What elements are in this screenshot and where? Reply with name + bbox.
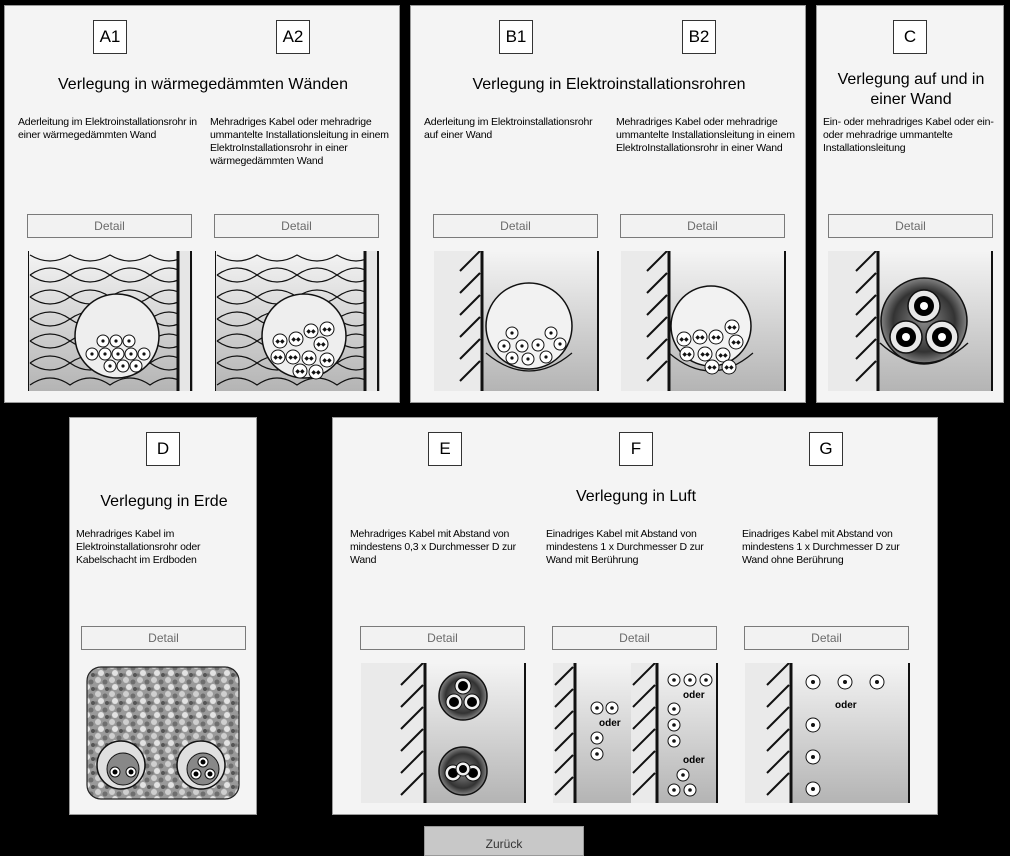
detail-button-g[interactable]: Detail bbox=[744, 626, 909, 650]
detail-button-b2[interactable]: Detail bbox=[620, 214, 785, 238]
svg-text:◆◆: ◆◆ bbox=[311, 369, 321, 376]
method-code-d: D bbox=[146, 432, 180, 466]
svg-text:◆◆: ◆◆ bbox=[718, 352, 728, 359]
panel-c bbox=[816, 5, 1004, 403]
oder-label: oder bbox=[599, 718, 621, 729]
svg-text:◆◆: ◆◆ bbox=[322, 326, 332, 333]
svg-text:◆◆: ◆◆ bbox=[700, 351, 710, 358]
method-desc-b2: Mehradriges Kabel oder mehradrige ummantelte Installationsleitung in einem ElektroInstallationsrohr in einer Wand bbox=[616, 116, 795, 154]
panel-efg bbox=[332, 417, 938, 815]
oder-label: oder bbox=[835, 700, 857, 711]
panel-a bbox=[4, 5, 400, 403]
method-desc-g: Einadriges Kabel mit Abstand von mindestens 1 x Durchmesser D zur Wand ohne Berührung bbox=[742, 528, 900, 566]
panel-title: Verlegung in wärmegedämmten Wänden bbox=[58, 76, 348, 93]
method-code-b1: B1 bbox=[499, 20, 533, 54]
detail-button-a2[interactable]: Detail bbox=[214, 214, 379, 238]
detail-button-b1[interactable]: Detail bbox=[433, 214, 598, 238]
oder-label: oder bbox=[683, 755, 705, 766]
installation-image-a1 bbox=[28, 251, 193, 391]
installation-image-d bbox=[81, 663, 246, 803]
installation-image-a2 bbox=[215, 251, 380, 391]
installation-image-b1 bbox=[434, 251, 599, 391]
svg-text:◆◆: ◆◆ bbox=[322, 357, 332, 364]
installation-image-e bbox=[361, 663, 526, 803]
method-code-b2: B2 bbox=[682, 20, 716, 54]
method-desc-b1: Aderleitung im Elektroinstallationsrohr auf einer Wand bbox=[424, 116, 593, 141]
back-button[interactable]: Zurück bbox=[424, 826, 584, 856]
svg-text:◆◆: ◆◆ bbox=[306, 328, 316, 335]
svg-text:◆◆: ◆◆ bbox=[304, 355, 314, 362]
installation-image-g bbox=[745, 663, 910, 803]
detail-button-d[interactable]: Detail bbox=[81, 626, 246, 650]
svg-text:◆◆: ◆◆ bbox=[707, 364, 717, 371]
panel-title: Verlegung in Luft bbox=[575, 488, 697, 505]
panel-title: Verlegung in Elektroinstallationsrohren bbox=[472, 76, 746, 93]
method-desc-d: Mehradriges Kabel im Elektroinstallationsrohr oder Kabelschacht im Erdboden bbox=[76, 528, 201, 566]
method-desc-a2: Mehradriges Kabel oder mehradrige ummantelte Installationsleitung in einem ElektroInstallationsrohr in einer wärmegedämmten Wand bbox=[210, 116, 389, 167]
installation-image-b2 bbox=[621, 251, 786, 391]
installation-image-c bbox=[828, 251, 993, 391]
detail-button-c[interactable]: Detail bbox=[828, 214, 993, 238]
detail-button-a1[interactable]: Detail bbox=[27, 214, 192, 238]
oder-label: oder bbox=[683, 690, 705, 701]
panel-title: Verlegung auf und in einer Wand bbox=[837, 71, 985, 108]
svg-text:◆◆: ◆◆ bbox=[695, 334, 705, 341]
detail-button-f[interactable]: Detail bbox=[552, 626, 717, 650]
installation-image-f bbox=[553, 663, 718, 803]
panel-d bbox=[69, 417, 257, 815]
svg-text:◆◆: ◆◆ bbox=[288, 354, 298, 361]
svg-text:◆◆: ◆◆ bbox=[679, 336, 689, 343]
svg-text:◆◆: ◆◆ bbox=[724, 364, 734, 371]
svg-text:◆◆: ◆◆ bbox=[682, 351, 692, 358]
panel-b bbox=[410, 5, 806, 403]
svg-text:◆◆: ◆◆ bbox=[291, 336, 301, 343]
method-code-a2: A2 bbox=[276, 20, 310, 54]
svg-text:◆◆: ◆◆ bbox=[273, 354, 283, 361]
method-desc-a1: Aderleitung im Elektroinstallationsrohr in einer wärmegedämmten Wand bbox=[18, 116, 197, 141]
svg-text:◆◆: ◆◆ bbox=[316, 341, 326, 348]
method-desc-e: Mehradriges Kabel mit Abstand von mindestens 0,3 x Durchmesser D zur Wand bbox=[350, 528, 516, 566]
svg-text:◆◆: ◆◆ bbox=[275, 338, 285, 345]
method-desc-c: Ein- oder mehradriges Kabel oder ein- oder mehradrige ummantelte Installationsleitung bbox=[823, 116, 994, 154]
svg-text:◆◆: ◆◆ bbox=[295, 368, 305, 375]
method-code-a1: A1 bbox=[93, 20, 127, 54]
detail-button-e[interactable]: Detail bbox=[360, 626, 525, 650]
svg-text:◆◆: ◆◆ bbox=[727, 324, 737, 331]
svg-text:◆◆: ◆◆ bbox=[711, 334, 721, 341]
panel-title: Verlegung in Erde bbox=[100, 493, 228, 510]
method-code-g: G bbox=[809, 432, 843, 466]
method-code-c: C bbox=[893, 20, 927, 54]
svg-text:◆◆: ◆◆ bbox=[731, 339, 741, 346]
method-code-e: E bbox=[428, 432, 462, 466]
method-desc-f: Einadriges Kabel mit Abstand von mindestens 1 x Durchmesser D zur Wand mit Berührung bbox=[546, 528, 704, 566]
method-code-f: F bbox=[619, 432, 653, 466]
